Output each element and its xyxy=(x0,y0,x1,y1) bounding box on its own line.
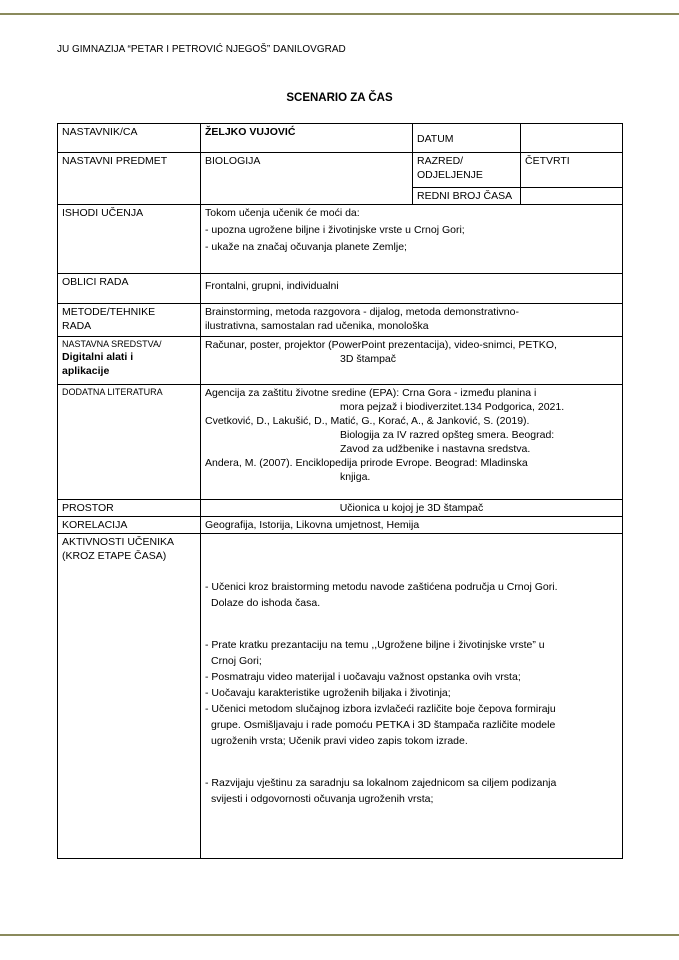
outcomes-intro: Tokom učenja učenik će moći da: xyxy=(205,207,360,219)
tools-label-line-3: aplikacije xyxy=(62,365,110,377)
lesson-number-label: REDNI BROJ ČASA xyxy=(413,188,521,205)
activity-4: - Uočavaju karakteristike ugroženih biljaka i životinja; xyxy=(205,687,451,699)
row-subject xyxy=(58,153,623,188)
subject-label: NASTAVNI PREDMET xyxy=(58,153,201,205)
row-teacher xyxy=(58,124,623,153)
row-forms xyxy=(58,274,623,304)
activity-3: - Posmatraju video materijal i uočavaju važnost opstanka ovih vrsta; xyxy=(205,671,521,683)
space-label: PROSTOR xyxy=(58,500,201,517)
methods-value xyxy=(201,304,623,337)
activity-2-line-1: - Prate kratku prezantaciju na temu ,,Ugrožene biljne i životinjske vrste” u xyxy=(205,639,545,651)
teacher-value: ŽELJKO VUJOVIĆ xyxy=(201,124,413,153)
correlation-label: KORELACIJA xyxy=(58,517,201,534)
row-literature xyxy=(58,385,623,500)
activities-label xyxy=(58,534,201,859)
row-space xyxy=(58,500,623,517)
literature-2-line-3: Zavod za udžbenike i nastavna sredstva. xyxy=(340,443,531,455)
literature-2-line-1: Cvetković, D., Lakušić, D., Matić, G., Korać, A., & Janković, S. (2019). xyxy=(205,415,530,427)
bottom-rule xyxy=(0,934,679,936)
class-label-line-1: RAZRED/ xyxy=(417,155,464,167)
methods-label xyxy=(58,304,201,337)
literature-1-line-1: Agencija za zaštitu životne sredine (EPA): Crna Gora - između planina i xyxy=(205,387,537,399)
tools-line-2: 3D štampač xyxy=(340,353,397,365)
literature-value xyxy=(201,385,623,500)
school-name: JU GIMNAZIJA “PETAR I PETROVIĆ NJEGOŠ” DANILOVGRAD xyxy=(57,44,346,55)
tools-label-line-1: NASTAVNA SREDSTVA/ xyxy=(62,339,162,349)
row-outcomes xyxy=(58,205,623,274)
methods-line-1: Brainstorming, metoda razgovora - dijalog, metoda demonstrativno- xyxy=(205,306,519,318)
literature-3-line-2: knjiga. xyxy=(340,471,371,483)
activity-6-line-1: - Razvijaju vještinu za saradnju sa lokalnom zajednicom sa ciljem podizanja xyxy=(205,777,557,789)
literature-3-line-1: Andera, M. (2007). Enciklopedija prirode Evrope. Beograd: Mladinska xyxy=(205,457,528,469)
teacher-label: NASTAVNIK/CA xyxy=(58,124,201,153)
activity-5-line-1: - Učenici metodom slučajnog izbora izvlačeći različite boje čepova formiraju xyxy=(205,703,556,715)
row-activities xyxy=(58,534,623,859)
literature-label: DODATNA LITERATURA xyxy=(58,385,201,500)
activities-label-line-2: (KROZ ETAPE ČASA) xyxy=(62,550,167,562)
activity-1-line-1: - Učenici kroz braistorming metodu navode zaštićena područja u Crnoj Gori. xyxy=(205,581,558,593)
tools-value xyxy=(201,337,623,385)
lesson-number-value xyxy=(521,188,623,205)
class-label-line-2: ODJELJENJE xyxy=(417,169,483,181)
activity-2-line-2: Crnoj Gori; xyxy=(211,655,262,667)
activity-5-line-3: ugroženih vrsta; Učenik pravi video zapis tokom izrade. xyxy=(211,735,468,747)
date-label: DATUM xyxy=(413,124,521,153)
activity-1-line-2: Dolaze do ishoda časa. xyxy=(211,597,321,609)
outcome-item: - upozna ugrožene biljne i životinjske vrste u Crnoj Gori; xyxy=(205,224,465,236)
tools-label-line-2: Digitalni alati i xyxy=(62,351,134,363)
outcome-item: - ukaže na značaj očuvanja planete Zemlje; xyxy=(205,241,407,253)
lesson-plan-table xyxy=(57,123,623,859)
forms-label: OBLICI RADA xyxy=(58,274,201,304)
top-rule xyxy=(0,13,679,15)
activity-5-line-2: grupe. Osmišljavaju i rade pomoću PETKA i 3D štampača različite modele xyxy=(211,719,556,731)
activities-label-line-1: AKTIVNOSTI UČENIKA xyxy=(62,536,175,548)
class-label xyxy=(413,153,521,188)
activities-value xyxy=(201,534,623,859)
outcomes-label: ISHODI UČENJA xyxy=(58,205,201,274)
outcomes-cell xyxy=(201,205,623,274)
row-tools xyxy=(58,337,623,385)
forms-value: Frontalni, grupni, individualni xyxy=(201,274,623,304)
page-title: SCENARIO ZA ČAS xyxy=(286,92,393,104)
class-value: ČETVRTI xyxy=(521,153,623,188)
row-correlation xyxy=(58,517,623,534)
space-value: Učionica u kojoj je 3D štampač xyxy=(201,500,623,517)
activity-6-line-2: svijesti i odgovornosti očuvanja ugroženih vrsta; xyxy=(211,793,434,805)
methods-label-line-1: METODE/TEHNIKE xyxy=(62,306,156,318)
methods-line-2: ilustrativna, samostalan rad učenika, monološka xyxy=(205,320,429,332)
literature-1-line-2: mora pejzaž i biodiverzitet.134 Podgorica, 2021. xyxy=(340,401,565,413)
correlation-value: Geografija, Istorija, Likovna umjetnost, Hemija xyxy=(201,517,623,534)
subject-value: BIOLOGIJA xyxy=(201,153,413,205)
methods-label-line-2: RADA xyxy=(62,320,92,332)
tools-label xyxy=(58,337,201,385)
row-methods xyxy=(58,304,623,337)
literature-2-line-2: Biologija za IV razred opšteg smera. Beograd: xyxy=(340,429,555,441)
tools-line-1: Računar, poster, projektor (PowerPoint prezentacija), video-snimci, PETKO, xyxy=(205,339,557,351)
date-value xyxy=(521,124,623,153)
